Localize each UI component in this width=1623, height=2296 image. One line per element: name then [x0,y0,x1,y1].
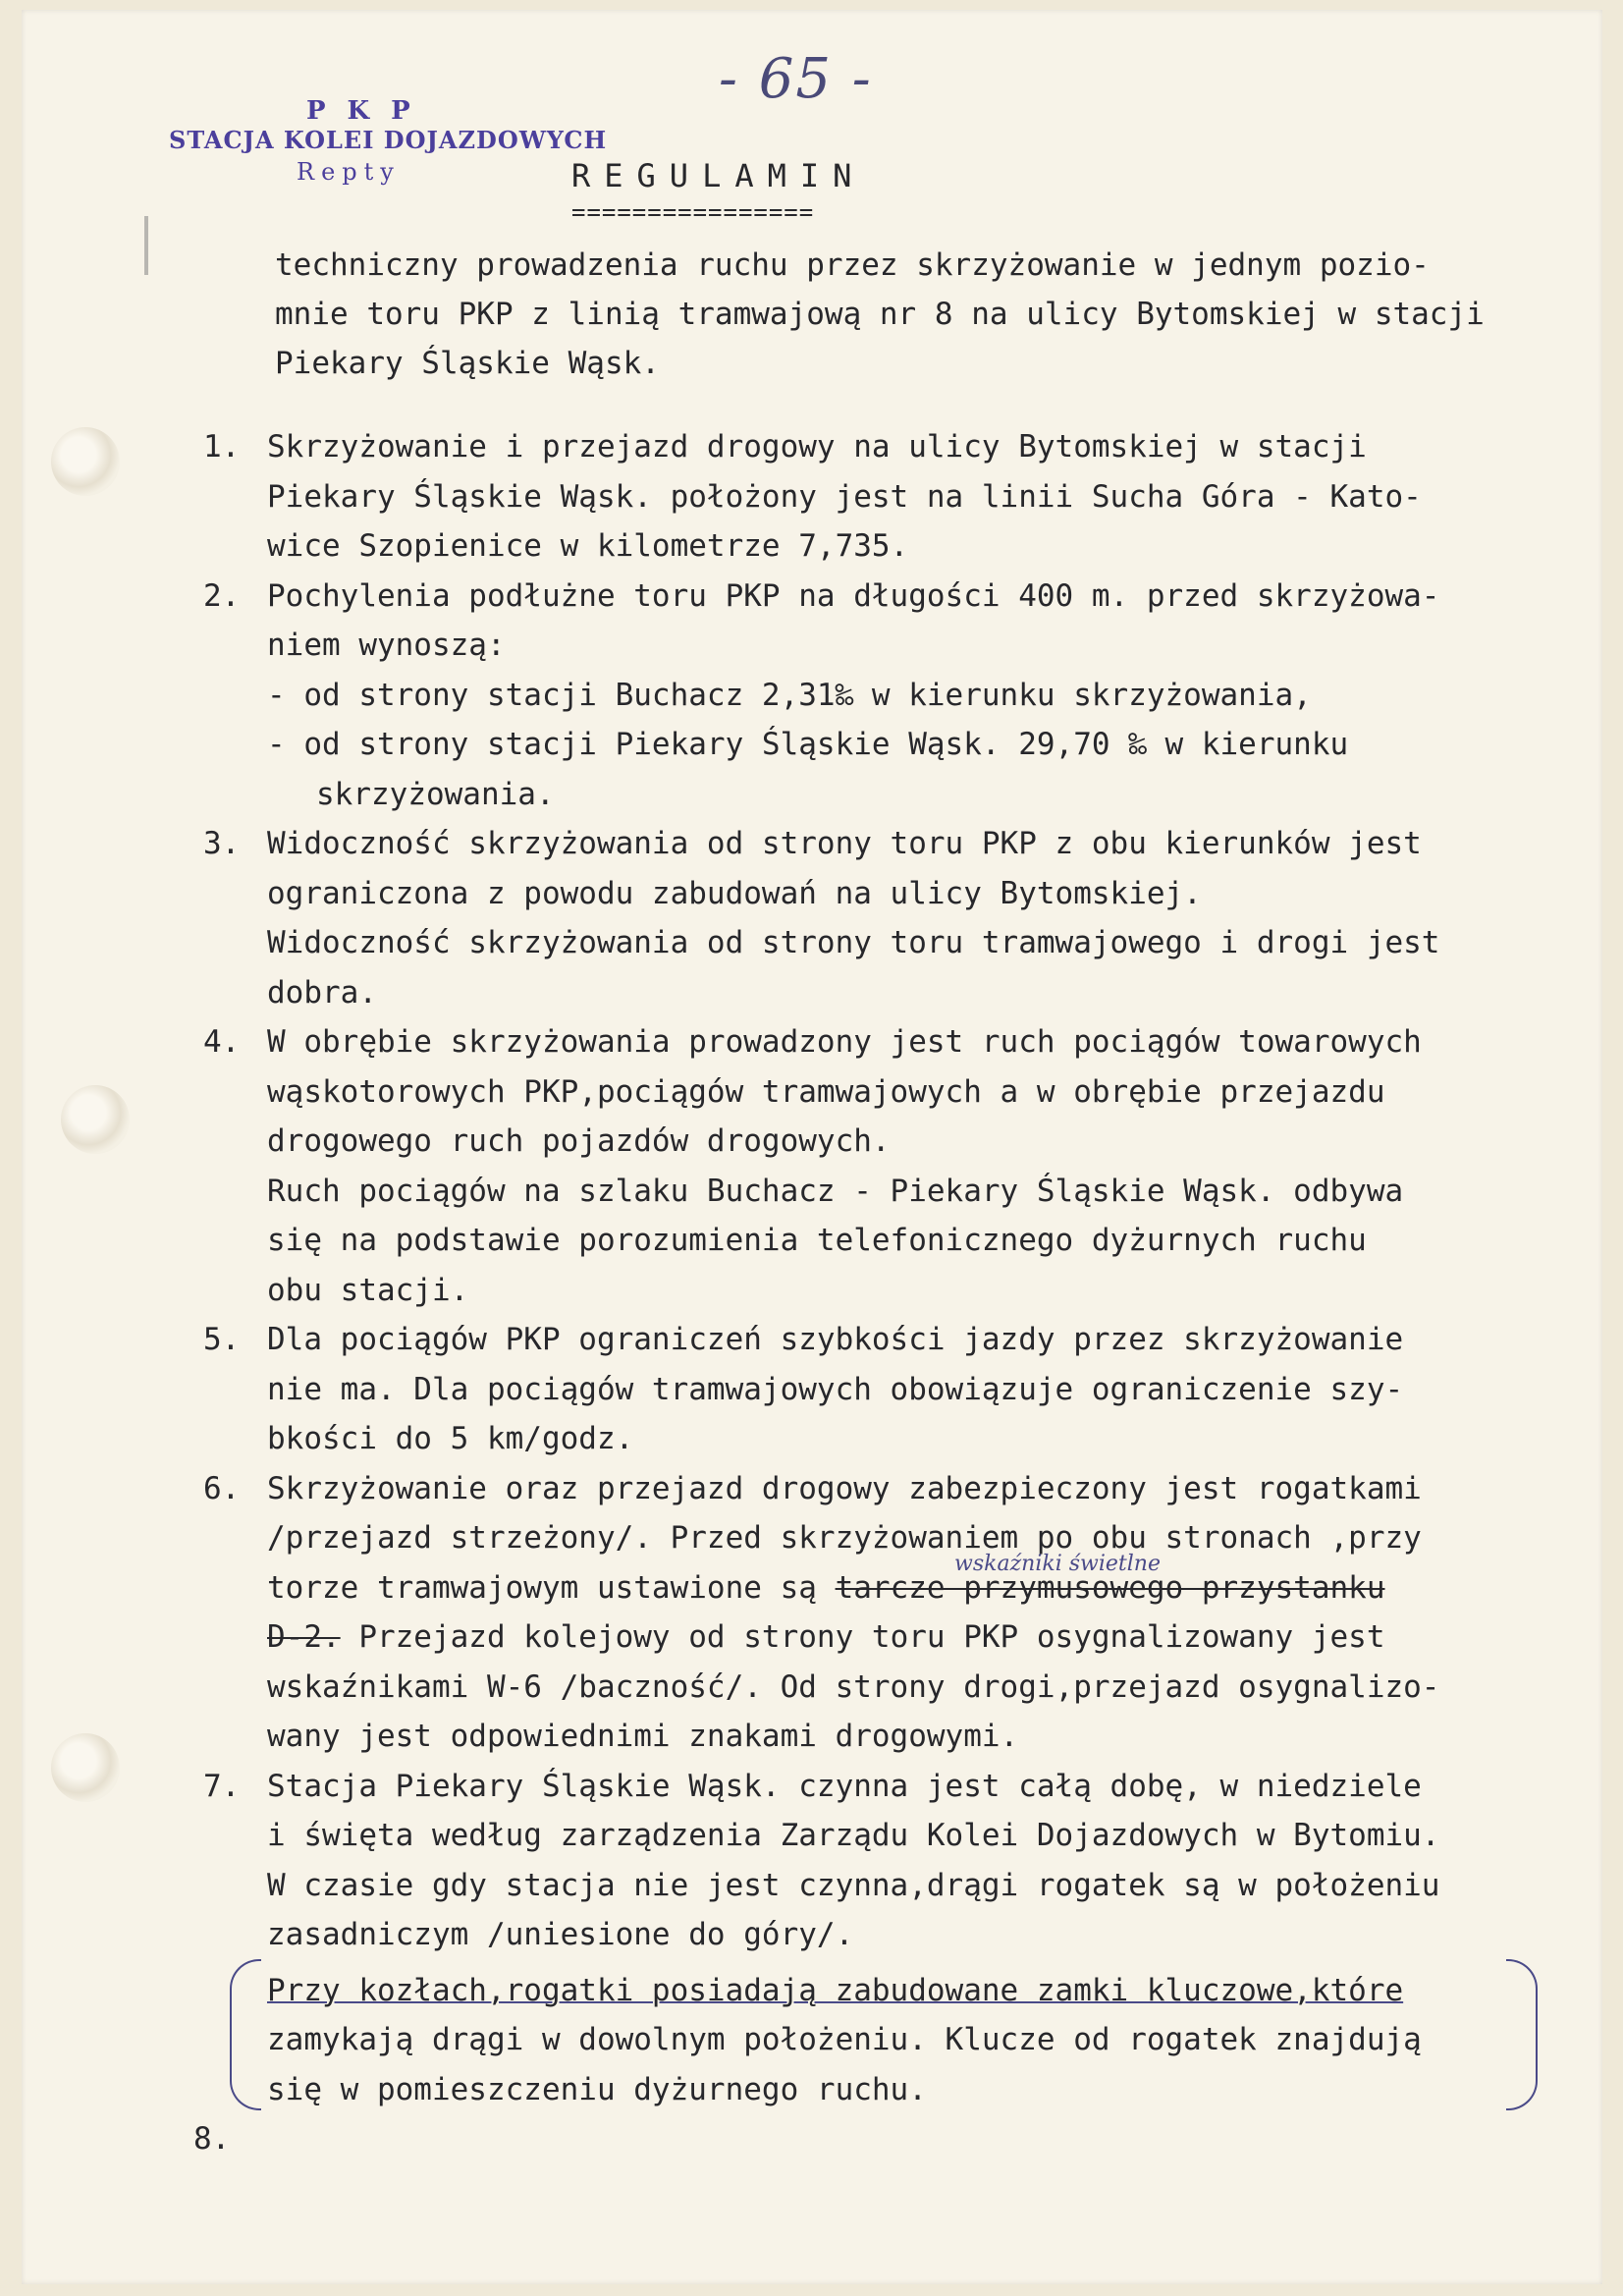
section-7 [203,1762,1568,2115]
section-5 [203,1315,1568,1464]
section-line [267,1613,1568,1663]
struck-text: tarcze przymusowego przystanku [835,1569,1385,1606]
section-line: skrzyżowania. [316,776,555,812]
handwritten-bracket-right [1506,1959,1538,2110]
section-line: Dla pociągów PKP ograniczeń szybkości jazdy przez skrzyżowanie [267,1322,1404,1357]
section-1 [203,422,1568,572]
subtitle-line: techniczny prowadzenia ruchu przez skrzyżowanie w jednym pozio- [275,247,1430,283]
section-number: 7. [203,1768,241,1804]
struck-text: D-2. [267,1619,341,1655]
section-line-bracketed: się w pomieszczeniu dyżurnego ruchu. [267,2071,927,2107]
section-2 [203,572,1568,820]
section-line: zasadniczym /uniesione do góry/. [267,1917,854,1952]
margin-mark [144,216,148,275]
next-section-number: 8. [193,2121,231,2157]
section-line: ograniczona z powodu zabudowań na ulicy Bytomskiej. [267,875,1202,911]
section-line: Skrzyżowanie i przejazd drogowy na ulicy Bytomskiej w stacji [267,429,1367,465]
section-line: bkości do 5 km/godz. [267,1421,634,1456]
section-number: 6. [203,1470,241,1506]
section-line: - od strony stacji Buchacz 2,31‰ w kierunku skrzyżowania, [267,677,1312,713]
section-line: się na podstawie porozumienia telefonicznego dyżurnych ruchu [267,1223,1367,1258]
station-stamp [169,96,607,186]
section-line: wany jest odpowiednimi znakami drogowymi. [267,1719,1019,1754]
document-title: REGULAMIN [571,157,866,194]
section-3 [203,819,1568,1017]
section-line: dobra. [267,974,377,1011]
section-line: Widoczność skrzyżowania od strony toru PKP z obu kierunków jest [267,826,1422,861]
section-line: wskaźnikami W-6 /baczność/. Od strony drogi,przejazd osygnalizo- [267,1668,1440,1705]
underlined-text: Przy kozłach,rogatki posiadają zabudowane zamki kluczowe,które [267,1972,1404,2008]
section-line: Skrzyżowanie oraz przejazd drogowy zabezpieczony jest rogatkami [267,1470,1422,1506]
punch-hole-bottom [51,1733,120,1802]
punch-hole-middle [61,1085,130,1154]
section-line: W czasie gdy stacja nie jest czynna,drągi rogatek są w położeniu [267,1867,1440,1903]
document-subtitle [275,241,1596,388]
line-text: Przejazd kolejowy od strony toru PKP osygnalizowany jest [340,1619,1385,1655]
section-line: obu stacji. [267,1272,469,1308]
stamp-line-2: STACJA KOLEI DOJAZDOWYCH [169,126,608,154]
section-line: Piekary Śląskie Wąsk. położony jest na linii Sucha Góra - Kato- [267,478,1422,515]
document-page [22,10,1602,2284]
handwritten-bracket-left [230,1959,261,2110]
page-number: - 65 - [719,47,873,111]
section-line [267,1551,1568,1613]
section-line: Stacja Piekary Śląskie Wąsk. czynna jest całą dobę, w niedziele [267,1768,1422,1804]
section-line-bracketed: zamykają drągi w dowolnym położeniu. Klucze od rogatek znajdują [267,2022,1422,2057]
section-number: 4. [203,1024,241,1060]
section-number: 3. [203,826,241,861]
punch-hole-top [51,427,120,496]
section-6 [203,1464,1568,1762]
section-line: wąskotorowych PKP,pociągów tramwajowych a w obrębie przejazdu [267,1073,1385,1110]
regulation-body [203,422,1568,2114]
stamp-line-3: Repty [297,158,401,186]
stamp-line-1: PKP [306,96,432,126]
section-line: /przejazd strzeżony/. Przed skrzyżowaniem po obu stronach ,przy [267,1520,1422,1556]
section-number: 2. [203,577,241,614]
section-line: Widoczność skrzyżowania od strony toru tramwajowego i drogi jest [267,925,1440,960]
section-line: Pochylenia podłużne toru PKP na długości 400 m. przed skrzyżowa- [267,577,1440,614]
title-underline: ================ [571,198,815,226]
handwritten-correction: wskaźniki świetlne [954,1551,1161,1576]
section-line: - od strony stacji Piekary Śląskie Wąsk. 29,70 ‰ w kierunku [267,727,1349,762]
section-line: nie ma. Dla pociągów tramwajowych obowiązuje ograniczenie szy- [267,1371,1404,1407]
section-line: wice Szopienice w kilometrze 7,735. [267,528,909,564]
subtitle-line: mnie toru PKP z linią tramwajową nr 8 na ulicy Bytomskiej w stacji [275,297,1485,332]
section-line: niem wynoszą: [267,628,506,663]
section-line-bracketed [267,1966,1568,2016]
section-line: Ruch pociągów na szlaku Buchacz - Piekary Śląskie Wąsk. odbywa [267,1173,1404,1209]
section-line: i święta według zarządzenia Zarządu Kolei Dojazdowych w Bytomiu. [267,1818,1440,1853]
section-line: drogowego ruch pojazdów drogowych. [267,1123,891,1159]
section-number: 5. [203,1322,241,1357]
line-text: torze tramwajowym ustawione są [267,1569,836,1606]
section-line: W obrębie skrzyżowania prowadzony jest ruch pociągów towarowych [267,1024,1422,1060]
section-4 [203,1017,1568,1315]
subtitle-line: Piekary Śląskie Wąsk. [275,346,660,381]
section-number: 1. [203,429,241,465]
